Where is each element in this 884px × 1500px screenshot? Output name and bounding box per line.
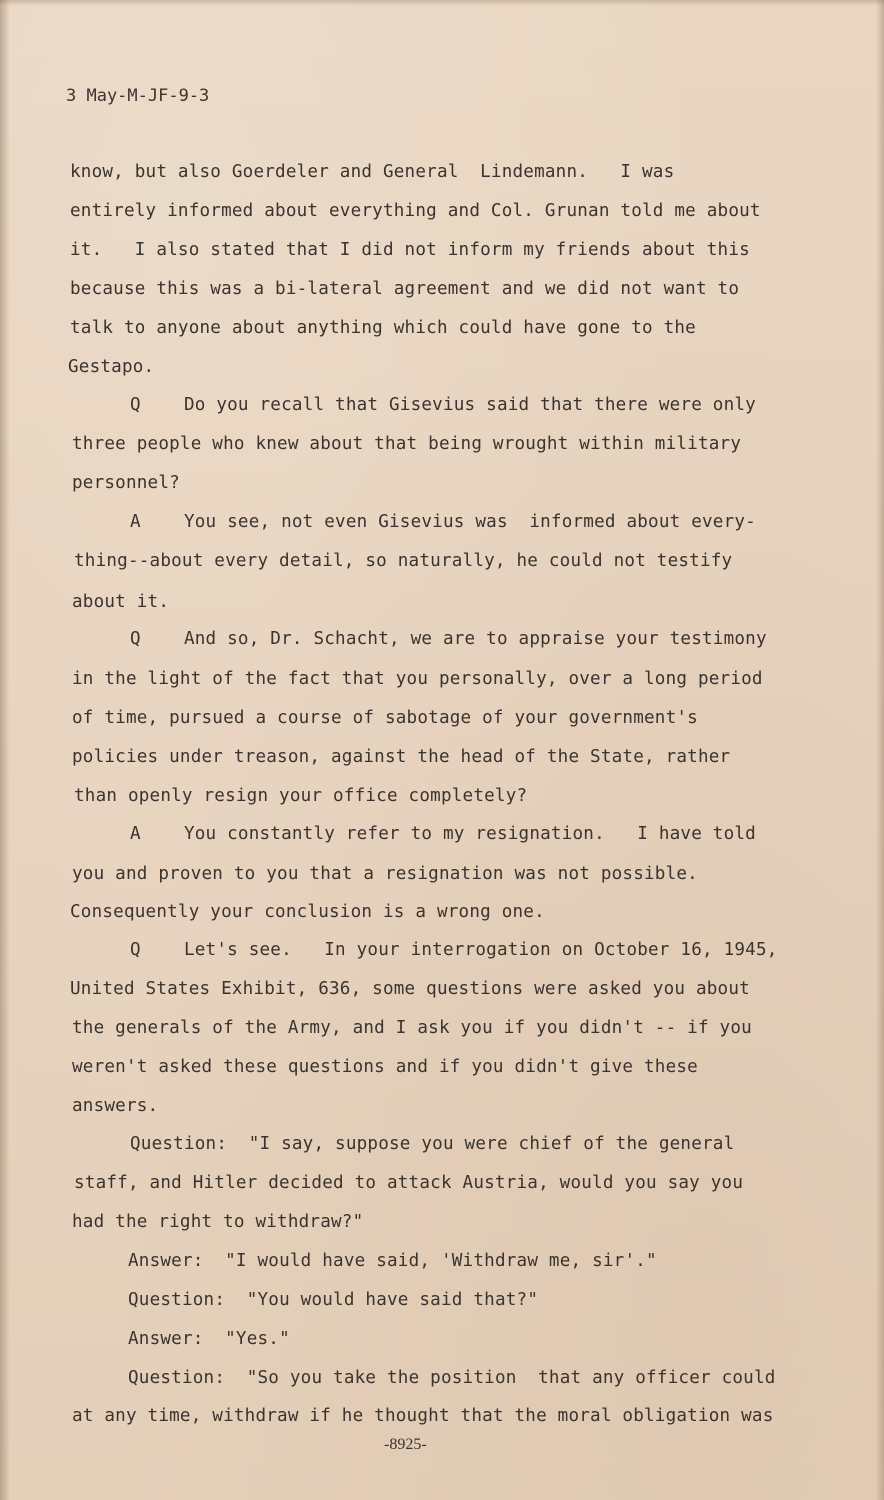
text-line: of time, pursued a course of sabotage of your government's [72, 708, 698, 728]
text-line: talk to anyone about anything which could have gone to the [70, 318, 696, 338]
text-line: than openly resign your office completely? [74, 786, 528, 806]
text-line: Q And so, Dr. Schacht, we are to appraise your testimony [130, 629, 767, 649]
text-line: thing--about every detail, so naturally, he could not testify [74, 551, 733, 571]
text-line: you and proven to you that a resignation was not possible. [72, 864, 698, 884]
text-line: at any time, withdraw if he thought that the moral obligation was [72, 1406, 774, 1426]
text-line: staff, and Hitler decided to attack Austria, would you say you [74, 1173, 744, 1193]
text-line: Consequently your conclusion is a wrong one. [70, 902, 545, 922]
text-line: A You constantly refer to my resignation. I have told [130, 824, 756, 844]
text-line: Gestapo. [68, 357, 155, 377]
text-line: had the right to withdraw?" [72, 1212, 364, 1232]
text-line: policies under treason, against the head of the State, rather [72, 747, 731, 767]
text-line: Q Let's see. In your interrogation on October 16, 1945, [130, 940, 778, 960]
text-line: weren't asked these questions and if you didn't give these [72, 1057, 698, 1077]
text-line: United States Exhibit, 636, some questions were asked you about [70, 979, 750, 999]
page-reference-header: 3 May-M-JF-9-3 [66, 86, 210, 106]
text-line: Question: "You would have said that?" [128, 1290, 539, 1310]
text-line: about it. [72, 592, 170, 612]
page-edge-top [0, 0, 884, 6]
text-line: Q Do you recall that Gisevius said that there were only [130, 395, 756, 415]
text-line: Answer: "I would have said, 'Withdraw me, sir'." [128, 1251, 657, 1271]
text-line: the generals of the Army, and I ask you if you didn't -- if you [72, 1018, 752, 1038]
text-line: A You see, not even Gisevius was informed about every- [130, 512, 756, 532]
text-line: it. I also stated that I did not inform my friends about this [70, 240, 750, 260]
text-line: because this was a bi-lateral agreement and we did not want to [70, 279, 740, 299]
text-line: know, but also Goerdeler and General Lindemann. I was [70, 162, 675, 182]
text-line: personnel? [72, 473, 180, 493]
text-line: Question: "I say, suppose you were chief of the general [130, 1134, 735, 1154]
page-edge-right [876, 0, 884, 1500]
text-line: answers. [72, 1096, 159, 1116]
text-line: three people who knew about that being wrought within military [72, 434, 742, 454]
text-line: Answer: "Yes." [128, 1329, 290, 1349]
text-line: Question: "So you take the position that any officer could [128, 1368, 776, 1388]
text-line: entirely informed about everything and Col. Grunan told me about [70, 201, 761, 221]
page-edge-left [0, 0, 10, 1500]
page-number: -8925- [384, 1436, 427, 1453]
text-line: in the light of the fact that you personally, over a long period [72, 669, 763, 689]
